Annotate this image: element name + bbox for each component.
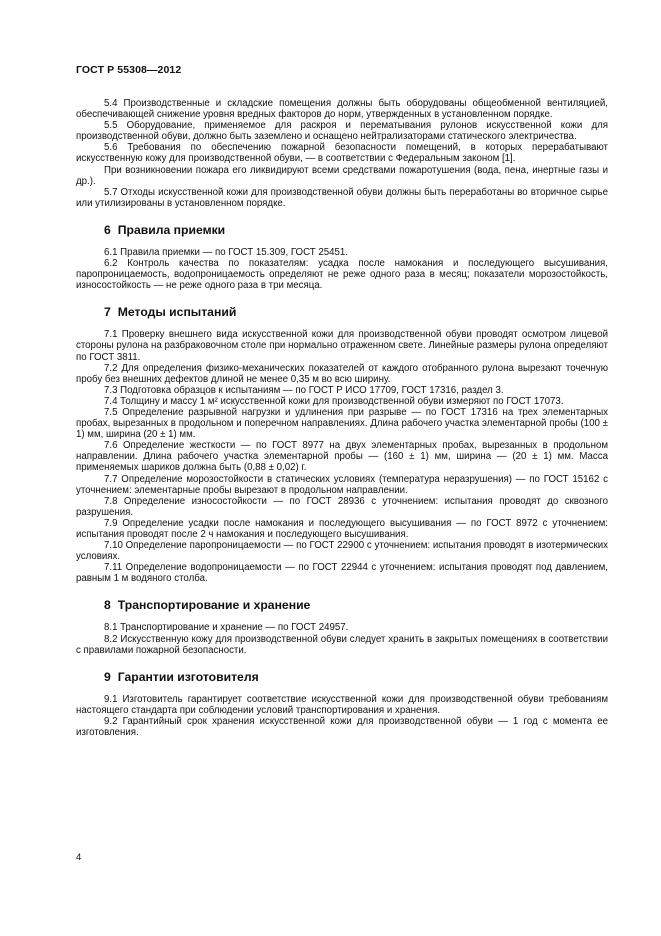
paragraph-7-9: 7.9 Определение усадки после намокания и последующего высушивания — по ГОСТ 8972 с уточнением: испытания проводят после 2 ч намокания и последующего высушивания. [76, 517, 608, 540]
paragraph-7-2: 7.2 Для определения физико-механических показателей от каждого отобранного рулона вырезают точечную пробу без внешних дефектов длиной не менее 0,35 м во всю ширину. [76, 362, 608, 385]
paragraph-8-1: 8.1 Транспортирование и хранение — по ГОСТ 24957. [104, 622, 349, 634]
paragraph-7-4: 7.4 Толщину и массу 1 м² искусственной кожи для производственной обуви измеряют по ГОСТ 17073. [104, 395, 564, 407]
page-number: 4 [76, 852, 82, 863]
section-heading [104, 598, 608, 612]
paragraph-8-2: 8.2 Искусственную кожу для производственной обуви следует хранить в закрытых помещениях в соответствии с правилами пожарной безопасности. [76, 633, 608, 656]
paragraph-7-11: 7.11 Определение водопроницаемости — по ГОСТ 22944 с уточнением: испытания проводят под давлением, равным 1 м водяного столба. [76, 562, 608, 585]
paragraph-5-6-fire: При возникновении пожара его ликвидируют всеми средствами пожаротушения (вода, пена, инертные газы и др.). [76, 164, 608, 187]
section-title: Методы испытаний [117, 305, 237, 320]
paragraph-5-5: 5.5 Оборудование, применяемое для раскроя и перематывания рулонов искусственной кожи для производственной обуви, должно быть заземлено и оснащено нейтрализаторами статического электричества. [76, 120, 608, 143]
section-title: Правила приемки [117, 222, 226, 237]
document-body [76, 98, 608, 738]
paragraph-7-3: 7.3 Подготовка образцов к испытаниям — по ГОСТ Р ИСО 17709, ГОСТ 17316, раздел 3. [104, 384, 504, 396]
paragraph-7-7: 7.7 Определение морозостойкости в статических условиях (температура неразрушения) — по ГОСТ 15162 с уточнением: элементарные пробы вырезают в продольном направлении. [76, 473, 608, 496]
section-6 [76, 223, 608, 291]
section-heading [104, 670, 608, 684]
paragraph-9-2: 9.2 Гарантийный срок хранения искусственной кожи для производственной обуви — 1 год с момента ее изготовления. [76, 715, 608, 739]
section-title: Гарантии изготовителя [117, 669, 259, 684]
paragraph-7-6: 7.6 Определение жесткости — по ГОСТ 8977 на двух элементарных пробах, вырезанных в продольном направлении. Длина рабочего участка элементарной пробы — (160 ± 1) мм, ширина — (20 ± 1) мм. Масса применяемых шариков должна быть (0,88 ± 0,02) г. [76, 440, 608, 474]
section-title: Транспортирование и хранение [117, 598, 311, 613]
paragraph-5-4: 5.4 Производственные и складские помещения должны быть оборудованы общеобменной вентиляцией, обеспечивающей снижение уровня вредных факторов до норм, утвержденных в установленном порядке. [76, 98, 608, 121]
section-number: 9 [104, 669, 111, 684]
paragraph-9-1: 9.1 Изготовитель гарантирует соответствие искусственной кожи для производственной обуви требованиям настоящего стандарта при соблюдении условий транспортирования и хранения. [76, 693, 608, 716]
paragraph-6-1: 6.1 Правила приемки — по ГОСТ 15.309, ГОСТ 25451. [104, 246, 349, 258]
section-9 [76, 670, 608, 738]
section-8 [76, 598, 608, 655]
section-number: 6 [104, 222, 111, 237]
paragraph-5-7: 5.7 Отходы искусственной кожи для производственной обуви должны быть переработаны во вторичное сырье или утилизированы в установленном порядке. [76, 186, 608, 209]
section-heading [104, 305, 608, 319]
paragraph-6-2: 6.2 Контроль качества по показателям: усадка после намокания и последующего высушивания, паропроницаемость, водопроницаемость определяют не реже одного раза в месяц; показатели морозостойкость, износостойкость — не реже одного раза в три месяца. [76, 258, 608, 292]
section-7 [76, 305, 608, 584]
section-number: 8 [104, 598, 111, 613]
paragraph-5-6: 5.6 Требования по обеспечению пожарной безопасности помещений, в которых перерабатывают искусственную кожу для производственной обуви, — в соответствии с Федеральным законом [1]. [76, 142, 608, 165]
paragraph-7-1: 7.1 Проверку внешнего вида искусственной кожи для производственной обуви проводят осмотром лицевой стороны рулона на разбраковочном столе при нормально отраженном свете. Линейные размеры рулона определяют по ГОСТ 3811. [76, 329, 608, 363]
paragraph-7-8: 7.8 Определение износостойкости — по ГОСТ 28936 с уточнением: испытания проводят до сквозного разрушения. [76, 495, 608, 518]
section-5-tail [76, 98, 608, 209]
section-number: 7 [104, 305, 111, 320]
paragraph-7-5: 7.5 Определение разрывной нагрузки и удлинения при разрыве — по ГОСТ 17316 на трех элементарных пробах, вырезанных в продольном и поперечном направлениях. Длина рабочего участка элементарной пробы (100 ± 1) мм, ширина (20 ± 1) мм. [76, 406, 608, 441]
paragraph-7-10: 7.10 Определение паропроницаемости — по ГОСТ 22900 с уточнением: испытания проводят в изотермических условиях. [76, 540, 608, 563]
document-code-header: ГОСТ Р 55308—2012 [76, 64, 182, 76]
section-heading [104, 223, 608, 237]
